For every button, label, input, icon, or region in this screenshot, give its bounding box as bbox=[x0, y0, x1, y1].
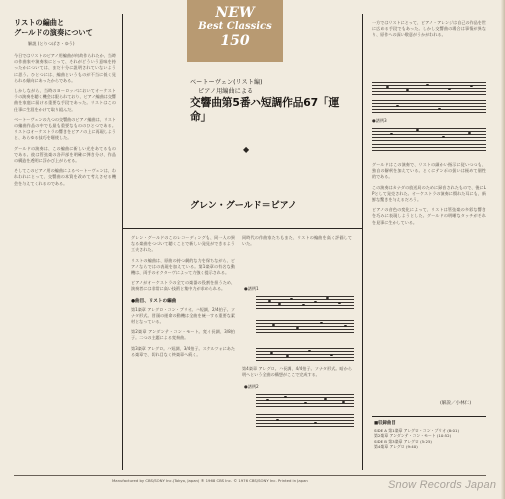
music-score-5 bbox=[372, 126, 486, 154]
diamond-ornament-icon: ◆ bbox=[243, 145, 250, 154]
note-head bbox=[442, 136, 445, 138]
note-head bbox=[330, 354, 333, 356]
staff-line bbox=[256, 394, 354, 395]
track-credits-box bbox=[372, 416, 486, 473]
staff-line bbox=[256, 348, 354, 349]
staff-line bbox=[256, 417, 354, 418]
staff-line bbox=[372, 109, 486, 110]
score-label-3: ●譜例3 bbox=[372, 118, 387, 123]
music-score-2 bbox=[256, 346, 354, 362]
note-head bbox=[290, 298, 293, 300]
staff-line bbox=[372, 106, 486, 107]
left-paragraph: グールドの演奏は、この編曲に新しい光をあてるものである。彼は管弦楽の各声部を明確に弾き分け、作品の構造を透明に浮かび上がらせる。 bbox=[14, 145, 116, 164]
footer-rule bbox=[14, 475, 486, 476]
staff-line bbox=[256, 414, 354, 415]
staff-line bbox=[372, 103, 486, 104]
mid-a-paragraph: リストの編曲は、原曲の持つ劇的な力を保ちながら、ピアノならではの表現を加えている。第1楽章の有名な動機は、両手のオクターヴによって力強く提示される。 bbox=[131, 257, 235, 276]
right-column bbox=[372, 20, 486, 43]
staff-line bbox=[372, 137, 486, 138]
staff-line bbox=[372, 94, 486, 95]
title-divider bbox=[122, 228, 362, 229]
note-head bbox=[426, 84, 429, 86]
staff-line bbox=[372, 100, 486, 101]
middle-column-b bbox=[242, 235, 352, 251]
note-head bbox=[448, 88, 451, 90]
staff-line bbox=[256, 320, 354, 321]
badge-number: 150 bbox=[220, 33, 250, 49]
credit-row: 第2楽章 アンダンテ・コン・モート (10:52) bbox=[374, 433, 452, 439]
staff-line bbox=[256, 326, 354, 327]
note-head bbox=[308, 350, 311, 352]
staff-line bbox=[256, 423, 354, 424]
staff-line bbox=[256, 397, 354, 398]
left-paragraph: しかしながら、当時のヨーロッパにおいてオーケストラの演奏を聴く機会は限られており、ピアノ編曲は交響曲を家庭に届ける重要な手段であった。リストはこの仕事に生涯をかけて取り組んだ。 bbox=[14, 88, 117, 112]
right-paragraph: グールドはこの演奏で、リストの細かい指示に従いつつも、独自の解釈を加えている。とくにテンポの扱いは極めて個性的である。 bbox=[372, 162, 486, 180]
staff-line bbox=[372, 88, 486, 89]
left-title-line-2: グールドの演奏について bbox=[14, 28, 93, 37]
mid-a-paragraph: 第2楽章 アンダンテ・コン・モート。変イ長調、3/8拍子。二つの主題による変奏曲。 bbox=[131, 329, 235, 341]
score-label-2: ●譜例2 bbox=[244, 384, 259, 389]
note-head bbox=[320, 322, 323, 324]
credit-row: SIDE B 第3楽章 アレグロ (5:25) bbox=[374, 438, 432, 444]
arrangement-line: ピアノ用編曲による bbox=[198, 88, 254, 95]
staff-line bbox=[256, 360, 354, 361]
staff-line bbox=[256, 305, 354, 306]
right-paragraph: この演奏はカナダの放送局のために録音されたもので、後にLPとして発売された。オーケストラの演奏に慣れた耳にも、新鮮な驚きを与えるだろう。 bbox=[372, 184, 486, 203]
staff-line bbox=[372, 112, 486, 113]
middle-column-b-lower bbox=[242, 366, 352, 382]
new-best-classics-badge bbox=[187, 0, 283, 62]
note-head bbox=[266, 399, 269, 401]
staff-line bbox=[372, 140, 486, 141]
left-title-line-1: リストの編曲と bbox=[14, 18, 65, 27]
left-section-title bbox=[14, 18, 116, 38]
staff-line bbox=[372, 82, 486, 83]
column-divider-left bbox=[122, 14, 123, 470]
left-paragraph: 今日ではリストのピアノ用編曲が何故作られたか、当時の作曲家や演奏家にとって、それがどういう意味を持ったかについては、まだ十分に説明されていないように思う。ひとつには、編曲というものが不当に低く見られる傾向にあったからである。 bbox=[14, 53, 116, 83]
staff-line bbox=[256, 296, 354, 297]
left-byline: 解説 (とりつばさ・ゆう) bbox=[28, 41, 75, 46]
note-head bbox=[284, 396, 287, 398]
middle-column-a bbox=[131, 235, 235, 362]
note-head bbox=[396, 105, 399, 107]
music-score-4 bbox=[372, 80, 486, 114]
mid-b-paragraph: 第4楽章 アレグロ。ハ長調、4/4拍子。ソナタ形式。暗から明へという全曲の構想がここで完成する。 bbox=[242, 366, 352, 378]
left-paragraph: そしてこのピアノ用の編曲によるベートーヴェンは、われわれにとって、交響曲の本質を改めて考えさせる機会を与えてくれるのである。 bbox=[14, 168, 116, 186]
right-column-lower bbox=[372, 162, 486, 230]
mid-a-paragraph: ピアノがオーケストラの全ての楽器の役割を担うため、演奏者には非常に高い技術と集中力が求められる。 bbox=[131, 280, 235, 292]
staff-line bbox=[372, 85, 486, 86]
composer-line: ベートーヴェン(リスト編) bbox=[190, 79, 263, 86]
credit-row: 第4楽章 アレグロ (9:40) bbox=[374, 444, 418, 450]
staff-line bbox=[256, 406, 354, 407]
right-paragraph: 一方ではリストにとって、ピアノ・アレンジは自己の作品を世に広める手段でもあった。しかし交響曲の場合は事情が異なり、原作への深い敬意がうかがわれる。 bbox=[372, 20, 486, 38]
staff-line bbox=[372, 128, 486, 129]
music-score-3 bbox=[256, 392, 354, 432]
note-head bbox=[338, 302, 341, 304]
note-head bbox=[276, 419, 279, 421]
staff-line bbox=[256, 332, 354, 333]
work-title: 交響曲第5番ハ短調作品67「運命」 bbox=[190, 96, 340, 123]
staff-line bbox=[256, 308, 354, 309]
credits-title: ■収録曲目 bbox=[374, 421, 396, 426]
staff-line bbox=[256, 357, 354, 358]
score-label-1: ●譜例1 bbox=[244, 286, 259, 291]
watermark-text: Snow Records Japan bbox=[388, 479, 497, 491]
note-head bbox=[438, 108, 441, 110]
staff-line bbox=[372, 150, 486, 151]
staff-line bbox=[256, 400, 354, 401]
staff-line bbox=[256, 426, 354, 427]
staff-line bbox=[256, 323, 354, 324]
column-divider-right bbox=[362, 14, 363, 470]
sleeve-edge-shadow bbox=[501, 0, 505, 499]
note-head bbox=[304, 402, 307, 404]
staff-line bbox=[372, 144, 486, 145]
right-paragraph: ピアノの音色の変化によって、リストは管弦楽の多彩な響きを巧みに表現しようとした。グールドの明晰なタッチがそれを見事に生かしている。 bbox=[372, 207, 486, 225]
note-head bbox=[302, 304, 305, 306]
performer-credit: グレン・グールド＝ピアノ bbox=[190, 201, 297, 211]
note-head bbox=[314, 301, 317, 303]
mid-b-paragraph: 同時代の作曲家たちもまた、リストの編曲を高く評価していた。 bbox=[242, 235, 352, 247]
music-score-1 bbox=[256, 294, 354, 340]
badge-best-classics: Best Classics bbox=[198, 21, 272, 32]
staff-line bbox=[256, 354, 354, 355]
staff-line bbox=[372, 91, 486, 92]
staff-line bbox=[256, 329, 354, 330]
commentary-author: (解説／小林仁) bbox=[440, 401, 472, 406]
left-column bbox=[14, 18, 116, 191]
mid-a-paragraph: 第3楽章 アレグロ。ハ短調、3/4拍子。スケルツォにあたる楽章で、切れ目なく終楽章へ続く。 bbox=[131, 345, 235, 357]
mid-a-heading: ●曲目、リストの編曲 bbox=[131, 298, 177, 304]
note-head bbox=[470, 85, 473, 87]
note-head bbox=[314, 422, 317, 424]
note-head bbox=[344, 325, 347, 327]
left-paragraph: ベートーヴェンの九つの交響曲のピアノ編曲は、リストの編曲作品の中でも最も重要なもののひとつである。リストはオーケストラの響きをピアノの上に再現しようと、あらゆる技巧を駆使した。 bbox=[14, 116, 116, 141]
mid-a-paragraph: 第1楽章 アレグロ・コン・ブリオ。ハ短調、2/4拍子。ソナタ形式。冒頭の運命の動機は全曲を統一する重要な素材となっている。 bbox=[131, 306, 235, 325]
footer-fine-print: Manufactured by CBS/SONY Inc.(Tokyo, Japan) ® 1968 CBS Inc. © 1976 CBS/SONY Inc. Printed in Japan bbox=[112, 478, 308, 483]
staff-line bbox=[372, 147, 486, 148]
album-title-block bbox=[190, 78, 340, 124]
note-head bbox=[390, 133, 393, 135]
credit-row: SIDE A 第1楽章 アレグロ・コン・ブリオ (8:01) bbox=[374, 428, 459, 433]
mid-a-paragraph: グレン・グールドのこのレコーディングも、同一人の異なる楽曲をつづいて聴くことで新しい発見ができるよう工夫された。 bbox=[131, 235, 235, 253]
badge-new: NEW bbox=[215, 5, 255, 21]
staff-line bbox=[256, 420, 354, 421]
